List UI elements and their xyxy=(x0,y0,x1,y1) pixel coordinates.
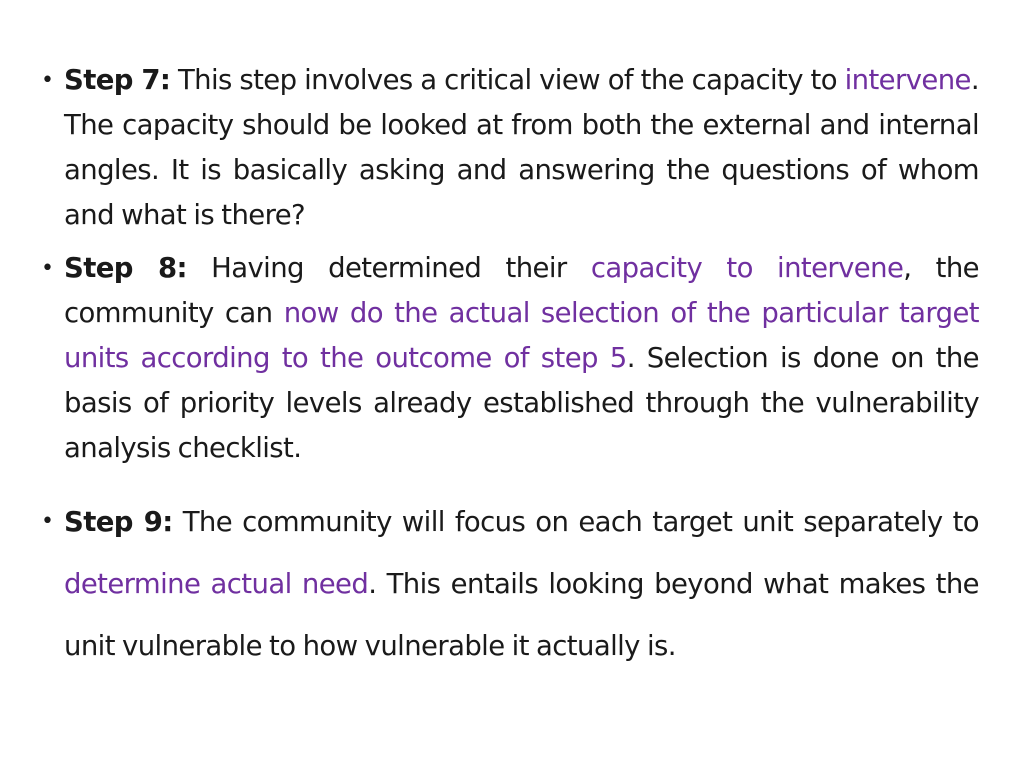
text-segment: Having determined their xyxy=(186,252,591,284)
bullet-step-7 xyxy=(41,58,979,238)
highlighted-text: capacity to intervene xyxy=(590,252,904,284)
bullet-dot-icon: • xyxy=(41,68,54,93)
text-segment: The community will focus on each target unit separately to xyxy=(172,506,979,538)
bullet-dot-icon: • xyxy=(41,509,54,534)
bullet-step-8 xyxy=(41,246,979,471)
text-segment: . This entails looking beyond what makes the unit vulnerable to how vulnerable it actually is. xyxy=(64,568,979,662)
text-segment: This step involves a critical view of the capacity to xyxy=(170,64,845,96)
text-segment: , the community can xyxy=(64,252,979,329)
bullet-step-9 xyxy=(41,491,979,677)
highlighted-text: intervene xyxy=(844,64,971,96)
text-segment: . The capacity should be looked at from both the external and internal angles. It is basically asking and answering the questions of whom and what is there? xyxy=(64,64,979,231)
step-label: Step 7: xyxy=(64,64,171,96)
step-label: Step 9: xyxy=(64,506,173,538)
bullet-dot-icon: • xyxy=(41,256,54,281)
highlighted-text: determine actual need xyxy=(64,568,369,600)
text-segment: . Selection is done on the basis of priority levels already established through the vulnerability analysis checklist. xyxy=(64,342,979,464)
step-label: Step 8: xyxy=(64,252,187,284)
highlighted-text: now do the actual selection of the particular target units according to the outcome of step 5 xyxy=(64,297,979,374)
